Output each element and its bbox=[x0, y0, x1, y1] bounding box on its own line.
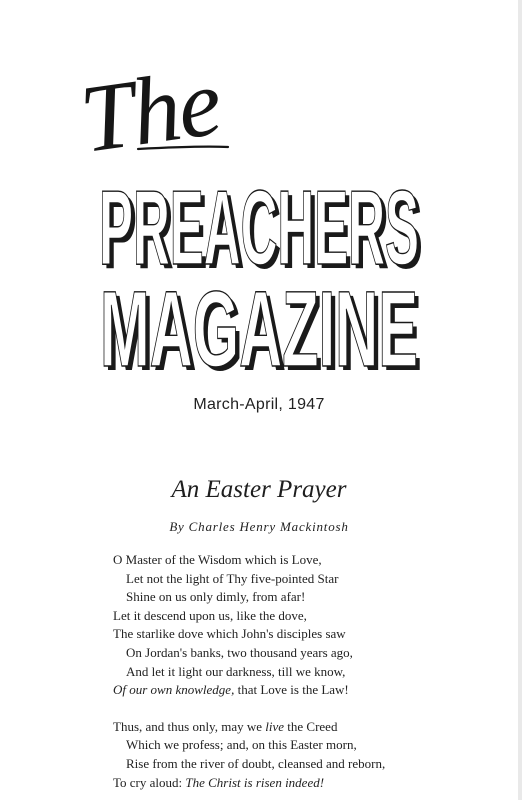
masthead-magazine-face: MAGAZINE bbox=[100, 268, 418, 380]
page-edge bbox=[518, 0, 522, 800]
poem-line: O Master of the Wisdom which is Love, bbox=[113, 552, 322, 567]
poem-emphasis: The Christ is risen indeed! bbox=[185, 774, 325, 790]
poem-line: The starlike dove which John's disciples saw bbox=[113, 626, 346, 642]
poem-body bbox=[113, 551, 513, 792]
poem-emphasis: live bbox=[265, 718, 285, 734]
poem-line: Let it descend upon us, like the dove, bbox=[113, 607, 307, 623]
poem-line-start: To cry aloud: bbox=[113, 774, 186, 790]
masthead-the-text: The bbox=[74, 47, 226, 173]
issue-date: March-April, 1947 bbox=[193, 396, 325, 413]
poem-line: Rise from the river of doubt, cleansed and reborn, bbox=[126, 755, 386, 771]
poem-stanza-2 bbox=[113, 718, 513, 792]
poem-line-end: the Creed bbox=[284, 718, 338, 734]
masthead-preachers-shadow: PREACHERS bbox=[103, 173, 423, 291]
poem-line: Let not the light of Thy five-pointed Star bbox=[126, 570, 339, 586]
masthead-the-script bbox=[74, 48, 228, 173]
poem-stanza-1 bbox=[113, 551, 513, 700]
poem-line: And let it light our darkness, till we know, bbox=[126, 663, 346, 679]
masthead-magazine-shadow: MAGAZINE bbox=[104, 272, 422, 380]
poem-line bbox=[113, 774, 513, 793]
stanza-gap bbox=[113, 700, 513, 718]
masthead-preachers-face: PREACHERS bbox=[99, 169, 419, 287]
poem-line-rest: that Love is the Law! bbox=[234, 682, 349, 698]
poem-line bbox=[113, 681, 513, 700]
poem-emphasis: Of our own knowledge, bbox=[113, 682, 235, 698]
poem-line bbox=[113, 718, 513, 737]
masthead-word-magazine bbox=[100, 268, 422, 380]
poem-line: On Jordan's banks, two thousand years ago, bbox=[126, 644, 353, 660]
poem-line: Shine on us only dimly, from afar! bbox=[126, 589, 306, 605]
poem-byline: By Charles Henry Mackintosh bbox=[169, 519, 349, 534]
masthead bbox=[0, 0, 518, 380]
poem-title: An Easter Prayer bbox=[171, 476, 347, 503]
poem-line-start: Thus, and thus only, may we bbox=[113, 718, 266, 734]
poem-line: Which we profess; and, on this Easter morn, bbox=[126, 737, 357, 753]
